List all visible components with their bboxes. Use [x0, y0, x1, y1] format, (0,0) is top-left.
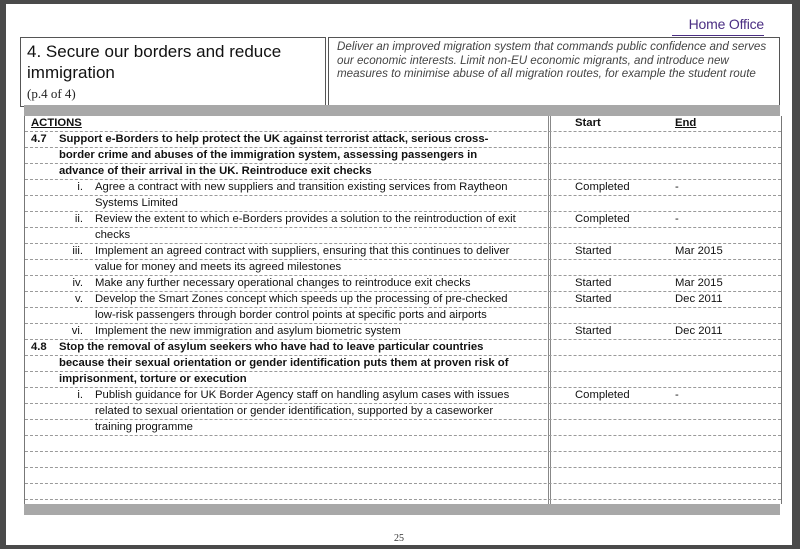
- item-text: related to sexual orientation or gender identification, supported by a caseworker: [95, 405, 494, 417]
- table-row: [25, 388, 781, 404]
- item-numeral: i.: [77, 389, 83, 401]
- item-numeral: iii.: [72, 245, 83, 257]
- section-heading-row: [25, 372, 781, 388]
- section-number: 4.7: [31, 133, 47, 145]
- empty-row: [25, 436, 781, 452]
- section-heading-text: imprisonment, torture or execution: [59, 373, 247, 385]
- item-text: Implement the new immigration and asylum biometric system: [95, 325, 401, 337]
- empty-row: [25, 452, 781, 468]
- table-row: [25, 404, 781, 420]
- table-row: [25, 260, 781, 276]
- section-number: 4.8: [31, 341, 47, 353]
- item-end: Mar 2015: [675, 245, 723, 257]
- item-text: Publish guidance for UK Border Agency staff on handling asylum cases with issues: [95, 389, 510, 401]
- item-end: -: [675, 389, 679, 401]
- item-text: Implement an agreed contract with suppliers, ensuring that this continues to deliver: [95, 245, 510, 257]
- table-row: [25, 292, 781, 308]
- table-row: [25, 308, 781, 324]
- section-heading-text: because their sexual orientation or gender identification puts them at proven risk of: [59, 357, 509, 369]
- table-row: [25, 420, 781, 436]
- objective-description-box: [328, 37, 780, 107]
- item-start: Completed: [575, 389, 630, 401]
- section-heading-text: border crime and abuses of the immigration system, assessing passengers in: [59, 149, 478, 161]
- table-row: [25, 324, 781, 340]
- actions-header: ACTIONS: [31, 117, 82, 129]
- item-start: Completed: [575, 213, 630, 225]
- item-end: -: [675, 213, 679, 225]
- item-start: Started: [575, 293, 612, 305]
- item-text: low-risk passengers through border control points at specific ports and airports: [95, 309, 487, 321]
- end-header: End: [675, 117, 697, 129]
- item-numeral: v.: [75, 293, 83, 305]
- item-text: Develop the Smart Zones concept which speeds up the processing of pre-checked: [95, 293, 508, 305]
- section-heading-row: [25, 132, 781, 148]
- home-office-logo: Home Office: [688, 16, 764, 32]
- empty-row: [25, 484, 781, 500]
- empty-row: [25, 468, 781, 484]
- item-text: Make any further necessary operational changes to reintroduce exit checks: [95, 277, 471, 289]
- table-row: [25, 180, 781, 196]
- item-end: Dec 2011: [675, 325, 723, 337]
- item-numeral: i.: [77, 181, 83, 193]
- item-start: Started: [575, 325, 612, 337]
- item-text: value for money and meets its agreed milestones: [95, 261, 342, 273]
- item-numeral: ii.: [74, 213, 83, 225]
- item-start: Started: [575, 245, 612, 257]
- objective-page-indicator: (p.4 of 4): [27, 86, 76, 101]
- item-numeral: vi.: [71, 325, 83, 337]
- table-row: [25, 212, 781, 228]
- table-top-band: [24, 105, 780, 116]
- actions-table: [24, 116, 782, 504]
- table-row: [25, 196, 781, 212]
- section-heading-row: [25, 356, 781, 372]
- section-heading-text: Stop the removal of asylum seekers who have had to leave particular countries: [59, 341, 484, 353]
- section-heading-row: [25, 340, 781, 356]
- item-text: checks: [95, 229, 131, 241]
- objective-description: Deliver an improved migration system that commands public confidence and serves our economic interests. Limit non-EU economic migrants, and introduce new measures to minimise abuse of all migration routes, for example the student route: [337, 40, 767, 81]
- page-number: 25: [394, 533, 404, 544]
- section-heading-text: advance of their arrival in the UK. Reintroduce exit checks: [59, 165, 372, 177]
- item-start: Completed: [575, 181, 630, 193]
- table-bottom-band: [24, 504, 780, 515]
- document-page: [6, 4, 792, 545]
- item-numeral: iv.: [72, 277, 83, 289]
- objective-title: 4. Secure our borders and reduce immigration: [27, 42, 282, 82]
- table-row: [25, 244, 781, 260]
- item-end: Dec 2011: [675, 293, 723, 305]
- item-text: Review the extent to which e-Borders provides a solution to the reintroduction of exit: [95, 213, 516, 225]
- item-text: Systems Limited: [95, 197, 178, 209]
- logo-underline: [672, 35, 764, 36]
- objective-title-box: [20, 37, 326, 107]
- item-start: Started: [575, 277, 612, 289]
- item-end: -: [675, 181, 679, 193]
- table-row: [25, 228, 781, 244]
- section-heading-row: [25, 148, 781, 164]
- table-header-row: [25, 116, 781, 132]
- start-header: Start: [575, 117, 601, 129]
- section-heading-row: [25, 164, 781, 180]
- item-text: Agree a contract with new suppliers and transition existing services from Raytheon: [95, 181, 508, 193]
- table-row: [25, 276, 781, 292]
- section-heading-text: Support e-Borders to help protect the UK against terrorist attack, serious cross-: [59, 133, 489, 145]
- item-end: Mar 2015: [675, 277, 723, 289]
- item-text: training programme: [95, 421, 193, 433]
